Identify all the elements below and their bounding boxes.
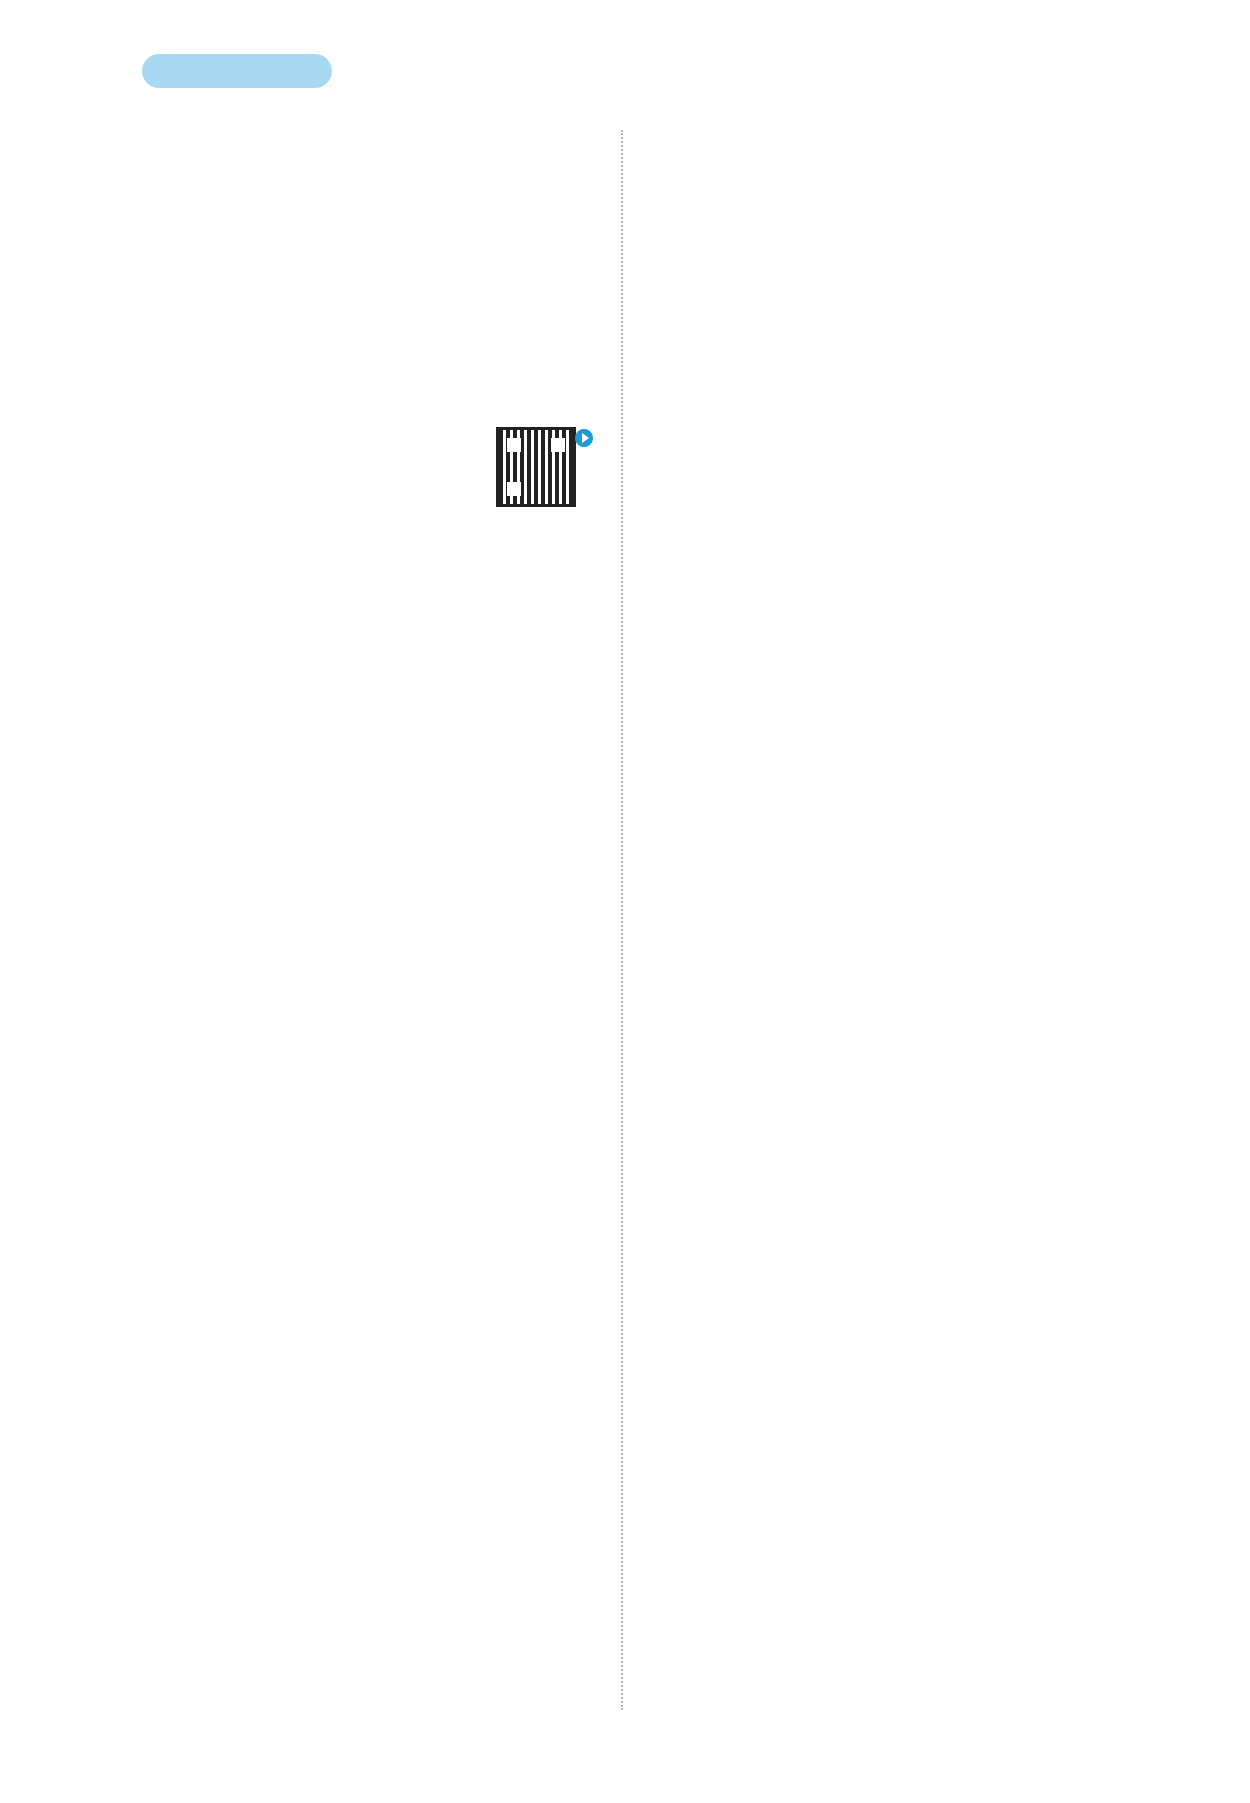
qr-code-icon[interactable]: [496, 427, 576, 507]
column-divider: [621, 130, 623, 1710]
intro-line: [62, 372, 602, 413]
analysis-line: [62, 915, 602, 956]
intro-line: [62, 290, 602, 331]
question-line: [62, 1284, 602, 1325]
analysis-line: [62, 1243, 602, 1284]
part-3: [62, 1448, 602, 1694]
section-title: [62, 413, 602, 505]
intro-block: [62, 126, 602, 413]
intro-line: [62, 208, 602, 249]
page-footer: [0, 1732, 1250, 1756]
question-line: [62, 669, 602, 710]
question-line: [62, 628, 602, 669]
analysis-heading: [62, 546, 602, 587]
part-2: [62, 792, 602, 1448]
question-line: [62, 751, 602, 792]
question-line: [62, 1530, 602, 1571]
question-line: [62, 1612, 602, 1653]
analysis-line: [62, 1325, 602, 1366]
play-icon[interactable]: [575, 429, 593, 447]
question-line: [62, 1079, 602, 1120]
answer-row: [62, 792, 602, 833]
intro-line: [62, 167, 602, 208]
question-line: [62, 874, 602, 915]
analysis-line: [62, 1161, 602, 1202]
intro-line: [62, 126, 602, 167]
brand-logo: [58, 44, 130, 104]
question-line: [62, 1202, 602, 1243]
analysis-line: [62, 1407, 602, 1448]
intro-line: [62, 331, 602, 372]
analysis-line: [62, 1653, 602, 1694]
analysis-heading: [62, 1489, 602, 1530]
question-line: [62, 956, 602, 997]
analysis-line: [62, 1038, 602, 1079]
answer-row: [62, 505, 602, 546]
analysis-line: [62, 1571, 602, 1612]
intro-line: [62, 249, 602, 290]
part-1: [62, 505, 602, 792]
question-line: [62, 710, 602, 751]
answer-row: [62, 1448, 602, 1489]
analysis-line: [62, 997, 602, 1038]
analysis-heading: [62, 833, 602, 874]
question-line: [62, 587, 602, 628]
left-column: [62, 126, 602, 1694]
analysis-line: [62, 1120, 602, 1161]
question-line: [62, 1366, 602, 1407]
header-badge: [142, 54, 332, 88]
